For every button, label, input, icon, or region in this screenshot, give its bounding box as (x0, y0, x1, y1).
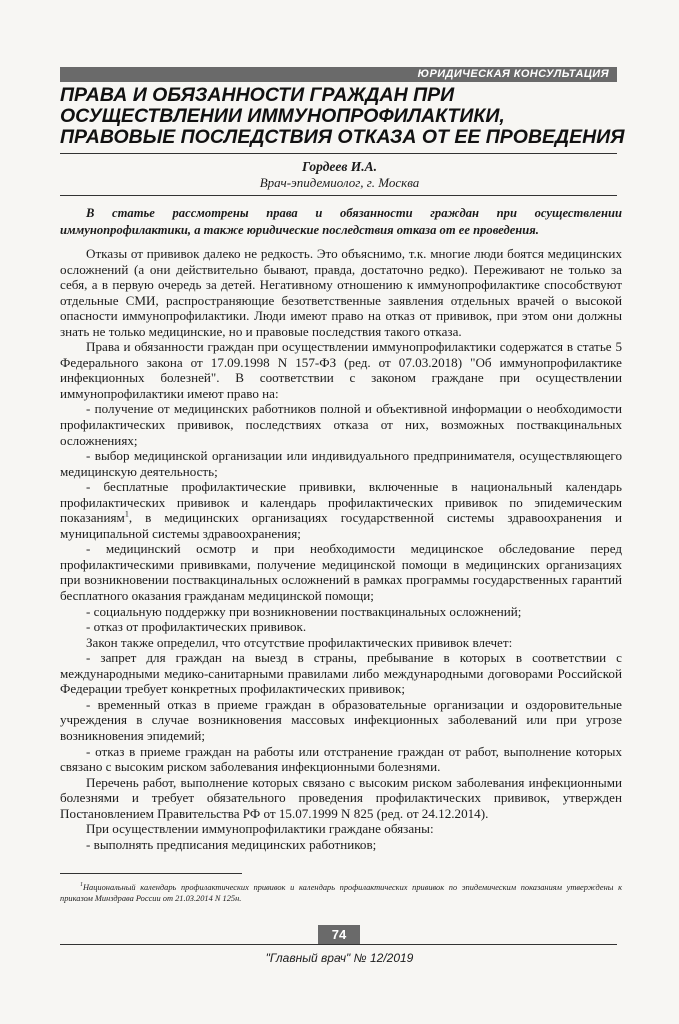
list-item-text: , в медицинских организациях государственной системы здравоохранения и муниципальной системы здравоохранения; (60, 510, 622, 541)
list-item: - временный отказ в приеме граждан в образовательные организации и оздоровительные учреждения в случае возникновения массовых инфекционных заболеваний или при угрозе возникновения эпидемий; (60, 696, 622, 743)
section-banner: ЮРИДИЧЕСКАЯ КОНСУЛЬТАЦИЯ (60, 67, 617, 82)
title-divider (60, 153, 617, 154)
title-line-2: ОСУЩЕСТВЛЕНИИ ИММУНОПРОФИЛАКТИКИ, (60, 105, 505, 127)
footnote (60, 880, 622, 904)
paragraph: Отказы от прививок далеко не редкость. Это объяснимо, т.к. многие люди боятся медицинских осложнений (а они действительно бывают, правда, достаточно редко). Переживают не только за себя, а в первую очередь за детей. Негативному отношению к иммунопрофилактике способствуют отдельные СМИ, распространяющие безответственные заявления отдельных врачей о высокой опасности иммунопрофилактики. Люди имеют право на отказ от прививок, при этом они должны знать не только медицинские, но и правовые последствия такого отказа. (60, 246, 622, 339)
paragraph: Закон также определил, что отсутствие профилактических прививок влечет: (86, 634, 513, 650)
page-number: 74 (318, 925, 360, 944)
journal-name: "Главный врач" № 12/2019 (265, 951, 414, 965)
article-body (60, 246, 622, 852)
title-line-3: ПРАВОВЫЕ ПОСЛЕДСТВИЯ ОТКАЗА ОТ ЕЕ ПРОВЕДЕНИЯ (60, 126, 625, 148)
author-affiliation: Врач-эпидемиолог, г. Москва (259, 175, 420, 190)
footnote-ref: 1 (124, 509, 129, 519)
list-item: - запрет для граждан на выезд в страны, пребывание в которых в соответствии с международными медико-санитарными правилами либо международными договорами Российской Федерации требует конкретных профилактических прививок; (60, 650, 622, 697)
list-item: - отказ от профилактических прививок. (86, 619, 307, 635)
article-title (60, 84, 625, 148)
list-item (60, 479, 622, 541)
paragraph: Права и обязанности граждан при осуществлении иммунопрофилактики содержатся в статье 5 Федерального закона от 17.09.1998 N 157-ФЗ (ред. от 07.03.2018) "Об иммунопрофилактике инфекционных болезней". В соответствии с законом граждане при осуществлении иммунопрофилактики имеют право на: (60, 339, 622, 401)
author-name: Гордеев И.А. (301, 159, 378, 174)
abstract: В статье рассмотрены права и обязанности граждан при осуществлении иммунопрофилактики, а также юридические последствия отказа от ее проведения. (60, 206, 622, 237)
footnote-text: Национальный календарь профилактических прививок и календарь профилактических прививок по эпидемическим показаниям утверждены к приказом Минздрава России от 21.03.2014 N 125н. (60, 882, 622, 903)
list-item: - получение от медицинских работников полной и объективной информации о необходимости профилактических прививок, последствиях отказа от них, возможных поствакцинальных осложнениях; (60, 401, 622, 448)
list-item: - выполнять предписания медицинских работников; (86, 836, 377, 852)
footer-divider (60, 944, 617, 945)
footnote-mark: 1 (80, 882, 83, 888)
paragraph: Перечень работ, выполнение которых связано с высоким риском заболевания инфекционными болезнями и требует обязательного проведения профилактических прививок, утвержден Постановлением Правительства РФ от 15.07.1999 N 825 (ред. от 24.12.2014). (60, 774, 622, 821)
paragraph: При осуществлении иммунопрофилактики граждане обязаны: (86, 821, 434, 837)
list-item: - медицинский осмотр и при необходимости медицинское обследование перед профилактическими прививками, получение медицинской помощи в медицинских организациях при возникновении поствакцинальных осложнений в рамках программы государственных гарантий бесплатного оказания гражданам медицинской помощи; (60, 541, 622, 604)
list-item: - отказ в приеме граждан на работы или отстранение граждан от работ, выполнение которых связано с высоким риском заболевания инфекционными болезнями. (60, 743, 622, 775)
list-item-text: - бесплатные профилактические прививки, включенные в национальный календарь профилактических прививок и календарь профилактических прививок по эпидемическим показаниям (60, 479, 622, 526)
title-line-1: ПРАВА И ОБЯЗАННОСТИ ГРАЖДАН ПРИ (60, 84, 455, 106)
list-item: - социальную поддержку при возникновении поствакцинальных осложнений; (86, 603, 522, 619)
footnote-divider (60, 873, 242, 874)
abstract-divider (60, 195, 617, 196)
list-item: - выбор медицинской организации или индивидуального предпринимателя, осуществляющего медицинскую деятельность; (60, 448, 622, 479)
